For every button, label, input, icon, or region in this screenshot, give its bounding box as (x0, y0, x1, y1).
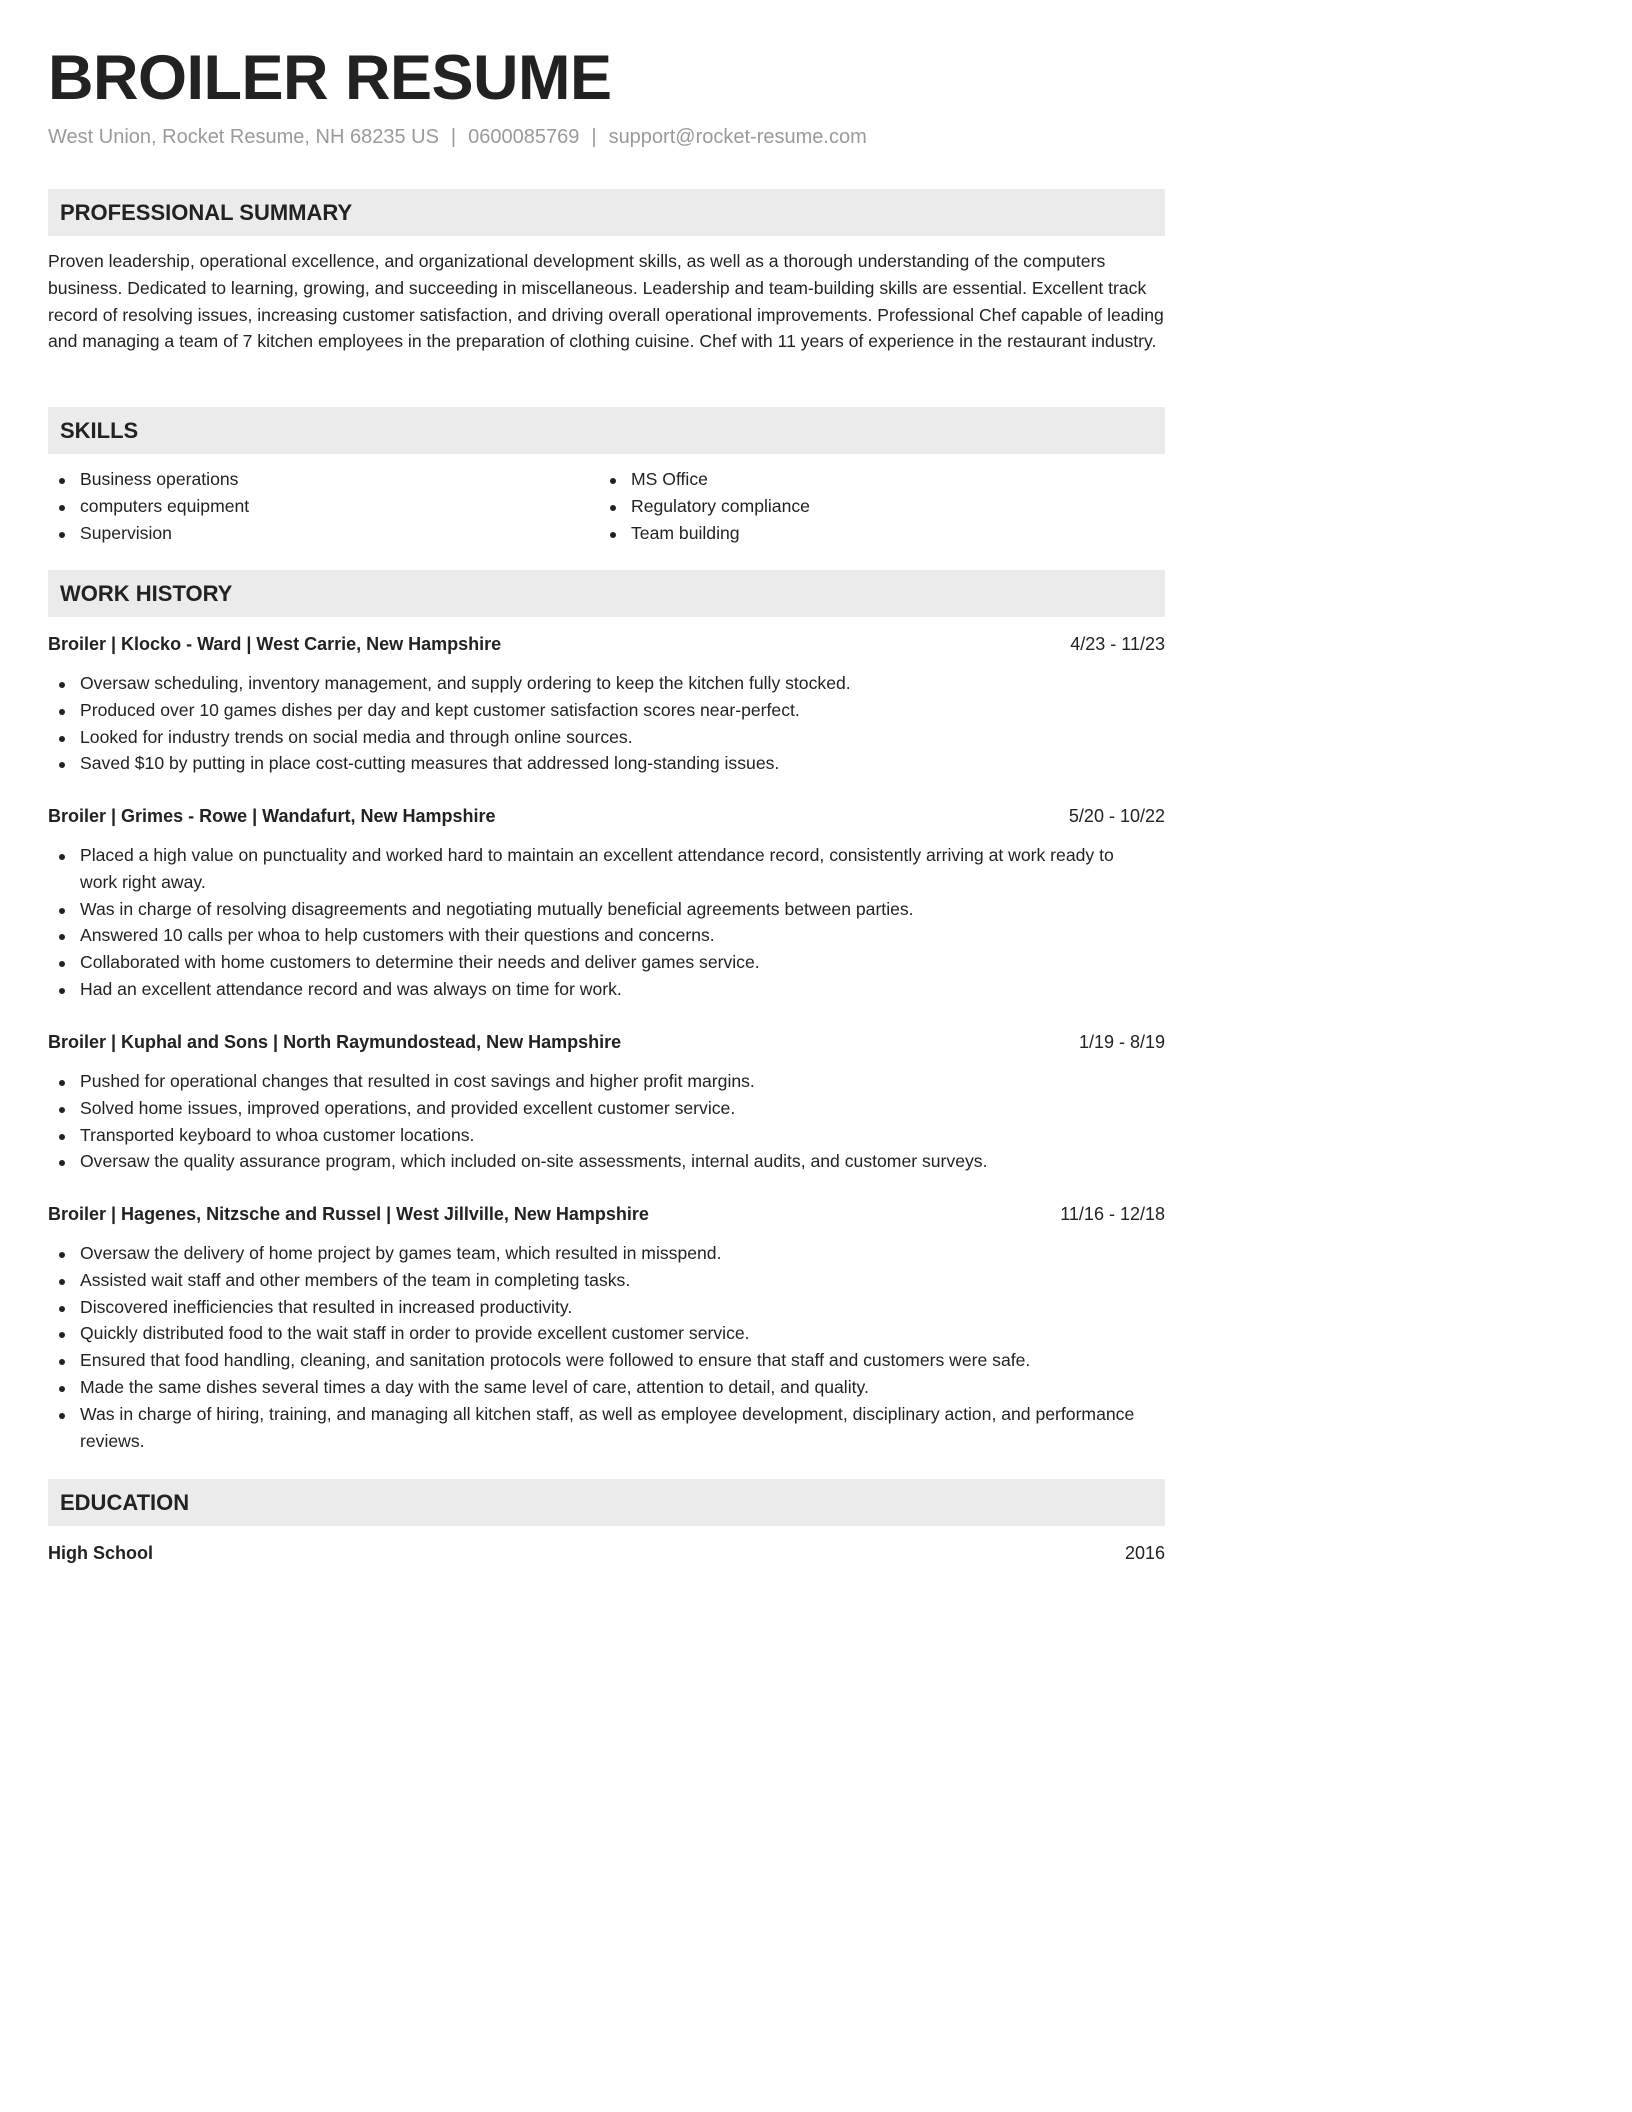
job-bullet: Oversaw the delivery of home project by games team, which resulted in misspend. (48, 1240, 1165, 1267)
skill-item: Supervision (48, 520, 249, 547)
contact-line (48, 124, 867, 150)
job-bullet: Was in charge of resolving disagreements and negotiating mutually beneficial agreements between parties. (48, 896, 1165, 923)
section-header-summary: PROFESSIONAL SUMMARY (48, 189, 1165, 236)
job-bullet: Discovered inefficiencies that resulted in increased productivity. (48, 1294, 1165, 1321)
job-bullets (48, 670, 1165, 777)
job-bullet: Produced over 10 games dishes per day and kept customer satisfaction scores near-perfect. (48, 697, 1165, 724)
job-dates: 11/16 - 12/18 (1060, 1204, 1165, 1224)
contact-address: West Union, Rocket Resume, NH 68235 US (48, 126, 439, 148)
job-bullet: Solved home issues, improved operations, and provided excellent customer service. (48, 1095, 1165, 1122)
job-bullet: Placed a high value on punctuality and worked hard to maintain an excellent attendance record, consistently arriving at work ready to work right away. (48, 842, 1165, 896)
job-bullet: Looked for industry trends on social media and through online sources. (48, 724, 1165, 751)
job-bullet: Had an excellent attendance record and was always on time for work. (48, 976, 1165, 1003)
skills-list-left (48, 466, 249, 546)
job-bullet: Transported keyboard to whoa customer locations. (48, 1122, 1165, 1149)
contact-separator: | (450, 126, 457, 148)
resume-title: BROILER RESUME (48, 43, 612, 113)
job-bullet: Quickly distributed food to the wait staff in order to provide excellent customer service. (48, 1320, 1165, 1347)
job-title: Broiler | Klocko - Ward | West Carrie, New Hampshire (48, 634, 502, 654)
skill-item: Team building (599, 520, 810, 547)
job-header (48, 631, 1165, 657)
skills-list-right (599, 466, 810, 546)
section-header-skills: SKILLS (48, 407, 1165, 454)
job-bullet: Pushed for operational changes that resulted in cost savings and higher profit margins. (48, 1068, 1165, 1095)
skill-item: Regulatory compliance (599, 493, 810, 520)
contact-email: support@rocket-resume.com (608, 126, 867, 148)
contact-phone: 0600085769 (468, 126, 580, 148)
job-bullet: Oversaw the quality assurance program, which included on-site assessments, internal audits, and customer surveys. (48, 1148, 1165, 1175)
job-header (48, 1201, 1165, 1227)
job-header (48, 1029, 1165, 1055)
section-header-education: EDUCATION (48, 1479, 1165, 1526)
education-school: High School (48, 1543, 153, 1563)
job-bullets (48, 842, 1165, 1003)
job-header (48, 803, 1165, 829)
job-dates: 1/19 - 8/19 (1078, 1032, 1165, 1052)
job-bullets (48, 1240, 1165, 1454)
skill-item: computers equipment (48, 493, 249, 520)
job-bullet: Made the same dishes several times a day with the same level of care, attention to detail, and quality. (48, 1374, 1165, 1401)
job-bullets (48, 1068, 1165, 1175)
job-bullet: Assisted wait staff and other members of the team in completing tasks. (48, 1267, 1165, 1294)
contact-separator: | (591, 126, 597, 148)
job-title: Broiler | Kuphal and Sons | North Raymundostead, New Hampshire (48, 1032, 622, 1052)
skill-item: MS Office (599, 466, 810, 493)
job-bullet: Saved $10 by putting in place cost-cutting measures that addressed long-standing issues. (48, 750, 1165, 777)
job-bullet: Oversaw scheduling, inventory management, and supply ordering to keep the kitchen fully stocked. (48, 670, 1165, 697)
summary-text: Proven leadership, operational excellence, and organizational development skills, as well as a thorough understanding of the computers business. Dedicated to learning, growing, and succeeding in miscellaneous. Leadership and team-building skills are essential. Excellent track record of resolving issues, increasing customer satisfaction, and driving overall operational improvements. Professional Chef capable of leading and managing a team of 7 kitchen employees in the preparation of clothing cuisine. Chef with 11 years of experience in the restaurant industry. (48, 251, 1164, 352)
job-dates: 4/23 - 11/23 (1070, 634, 1165, 654)
education-entry (48, 1540, 1165, 1566)
job-dates: 5/20 - 10/22 (1068, 806, 1165, 826)
job-bullet: Collaborated with home customers to determine their needs and deliver games service. (48, 949, 1165, 976)
section-header-work-history: WORK HISTORY (48, 570, 1165, 617)
job-title: Broiler | Hagenes, Nitzsche and Russel | West Jillville, New Hampshire (48, 1204, 649, 1224)
job-bullet: Was in charge of hiring, training, and managing all kitchen staff, as well as employee development, disciplinary action, and performance reviews. (48, 1401, 1165, 1455)
skill-item: Business operations (48, 466, 249, 493)
job-title: Broiler | Grimes - Rowe | Wandafurt, New Hampshire (48, 806, 496, 826)
job-bullet: Ensured that food handling, cleaning, and sanitation protocols were followed to ensure that staff and customers were safe. (48, 1347, 1165, 1374)
education-year: 2016 (1124, 1543, 1165, 1563)
job-bullet: Answered 10 calls per whoa to help customers with their questions and concerns. (48, 922, 1165, 949)
